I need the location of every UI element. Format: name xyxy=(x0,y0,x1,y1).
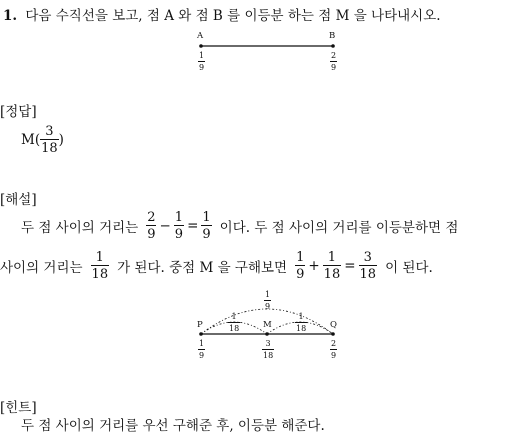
point-m-value: $\frac{3}{18}$ xyxy=(263,339,274,360)
point-p-dot xyxy=(199,332,203,336)
answer-suffix: ) xyxy=(58,132,64,148)
point-p-value: $\frac{1}{9}$ xyxy=(199,339,205,360)
explanation-text-2c: 이 된다. xyxy=(385,260,433,276)
point-b-value: $\frac{2}{9}$ xyxy=(331,51,337,72)
answer-header: [정답] xyxy=(0,104,37,120)
explanation-text-2b: 가 된다. 중점 M 을 구해보면 xyxy=(117,260,288,276)
point-b-dot xyxy=(331,44,335,48)
point-b-label: B xyxy=(329,31,336,41)
point-a-dot xyxy=(199,44,203,48)
fraction-1-18-sum: $\frac{1}{18}$ xyxy=(323,250,341,282)
point-q-value: $\frac{2}{9}$ xyxy=(331,339,337,360)
hint-header: [힌트] xyxy=(0,400,37,416)
minus-sign: − xyxy=(159,218,171,234)
question-text: 다음 수직선을 보고, 점 A 와 점 B 를 이등분 하는 점 M 을 나타내시오. xyxy=(25,8,441,24)
explanation-text-1b: 이다. 두 점 사이의 거리를 이등분하면 점 xyxy=(219,220,459,236)
fraction-2-9: $\frac{2}{9}$ xyxy=(147,210,156,242)
fraction-3-18: $\frac{3}{18}$ xyxy=(359,250,377,282)
number-line-ab-figure xyxy=(190,30,350,76)
question-number: 1. xyxy=(3,8,18,24)
explanation-text-1a: 두 점 사이의 거리는 xyxy=(21,220,139,236)
answer-value xyxy=(21,122,64,158)
question-line xyxy=(3,4,441,24)
plus-sign: + xyxy=(308,258,320,274)
arc-top-value: $\frac{1}{9}$ xyxy=(265,290,271,311)
hint-text: 두 점 사이의 거리를 우선 구해준 후, 이등분 해준다. xyxy=(21,418,325,434)
equals-sign-2: = xyxy=(344,258,356,274)
explanation-line-1 xyxy=(21,207,458,245)
answer-fraction: $\frac{3}{18}$ xyxy=(41,124,58,156)
arc-left-value: $\frac{1}{18}$ xyxy=(229,312,240,333)
number-line-ab xyxy=(190,30,350,76)
fraction-1-9: $\frac{1}{9}$ xyxy=(174,210,184,242)
equals-sign: = xyxy=(187,218,199,234)
explanation-line-2 xyxy=(0,247,433,285)
arc-right-value: $\frac{1}{18}$ xyxy=(296,312,307,333)
point-q-label: Q xyxy=(330,320,337,330)
answer-prefix: M( xyxy=(21,132,41,148)
fraction-1-18: $\frac{1}{18}$ xyxy=(91,250,109,282)
number-line-pmq-figure xyxy=(190,288,350,364)
point-q-dot xyxy=(331,332,335,336)
point-a-label: A xyxy=(197,31,204,41)
fraction-1-9-result: $\frac{1}{9}$ xyxy=(202,210,211,242)
explanation-header: [해설] xyxy=(0,192,37,208)
point-a-value: $\frac{1}{9}$ xyxy=(199,51,205,72)
point-m-dot xyxy=(265,332,269,336)
point-m-label: M xyxy=(263,320,272,330)
point-p-label: P xyxy=(197,320,203,330)
fraction-1-9-sum: $\frac{1}{9}$ xyxy=(296,250,305,282)
explanation-text-2a: 사이의 거리는 xyxy=(0,260,83,276)
